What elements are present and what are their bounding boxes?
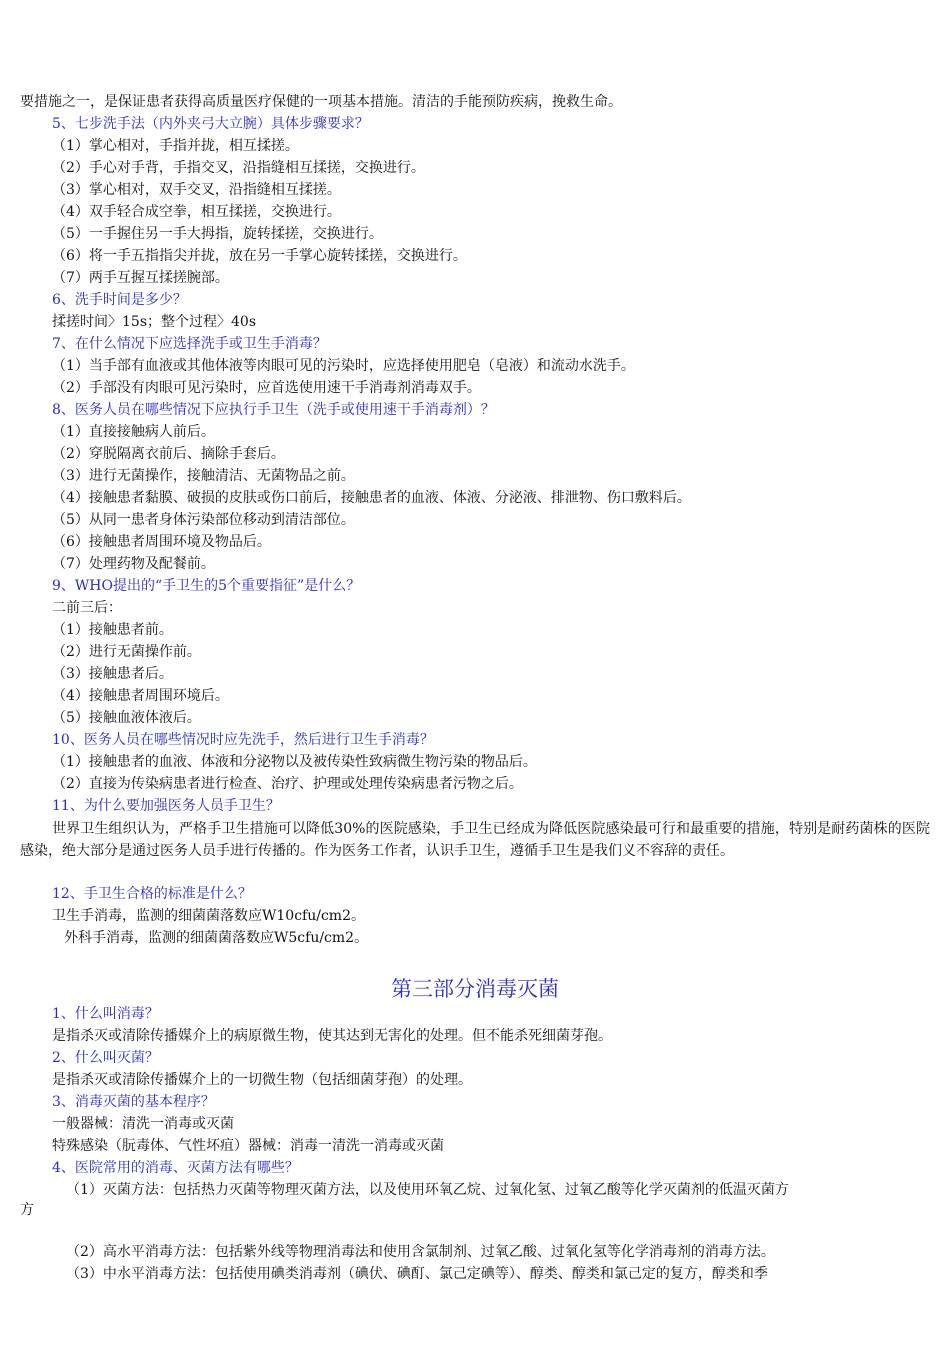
question-7-title: 7、在什么情况下应选择洗手或卫生手消毒？	[52, 336, 327, 352]
q11-paragraph: 世界卫生组织认为，严格手卫生措施可以降低30%的医院感染，手卫生已经成为降低医院感染最可行和最重要的措施，特别是耐药菌株的医院感染，绝大部分是通过医务人员手进行传播的。作为医务工作者，认识手卫生，遵循手卫生是我们义不容辞的责任。	[20, 821, 930, 859]
q9-item-4: （4）接触患者周围环境后。	[52, 688, 229, 704]
part3-q4-item-1: （1）灭菌方法：包括热力灭菌等物理灭菌方法，以及使用环氧乙烷、过氧化氢、过氧乙酸等化学灭菌剂的低温灭菌方	[66, 1182, 789, 1198]
part3-question-2-title: 2、什么叫灭菌？	[52, 1050, 159, 1066]
q5-step-7: （7）两手互握互揉搓腕部。	[52, 270, 229, 286]
q8-item-5: （5）从同一患者身体污染部位移动到清洁部位。	[52, 512, 355, 528]
part3-q2-answer: 是指杀灭或清除传播媒介上的一切微生物（包括细菌芽孢）的处理。	[52, 1072, 472, 1088]
q8-item-7: （7）处理药物及配餐前。	[52, 556, 215, 572]
q5-step-2: （2）手心对手背，手指交叉，沿指缝相互揉搓，交换进行。	[52, 160, 425, 176]
part3-q1-answer: 是指杀灭或清除传播媒介上的病原微生物，使其达到无害化的处理。但不能杀死细菌芽孢。	[52, 1028, 612, 1044]
question-8-title: 8、医务人员在哪些情况下应执行手卫生（洗手或使用速干手消毒剂）？	[52, 402, 495, 418]
q8-item-3: （3）进行无菌操作，接触清洁、无菌物品之前。	[52, 468, 355, 484]
q8-item-2: （2）穿脱隔离衣前后、摘除手套后。	[52, 446, 285, 462]
q9-item-2: （2）进行无菌操作前。	[52, 644, 201, 660]
part3-q4-item-3: （3）中水平消毒方法：包括使用碘类消毒剂（碘伏、碘酊、氯己定碘等）、醇类、醇类和氯己定的复方，醇类和季	[66, 1266, 768, 1282]
part3-q4-item-2: （2）高水平消毒方法：包括紫外线等物理消毒法和使用含氯制剂、过氧乙酸、过氧化氢等化学消毒剂的消毒方法。	[66, 1244, 775, 1260]
q7-item-2: （2）手部没有肉眼可见污染时，应首选使用速干手消毒剂消毒双手。	[52, 380, 481, 396]
q9-item-3: （3）接触患者后。	[52, 666, 173, 682]
q9-item-1: （1）接触患者前。	[52, 622, 173, 638]
question-10-title: 10、医务人员在哪些情况时应先洗手，然后进行卫生手消毒？	[52, 732, 434, 748]
q8-item-6: （6）接触患者周围环境及物品后。	[52, 534, 271, 550]
part3-q3-line-1: 一般器械：清洗一消毒或灭菌	[52, 1116, 234, 1132]
part3-question-1-title: 1、什么叫消毒？	[52, 1006, 159, 1022]
q7-item-1: （1）当手部有血液或其他体液等肉眼可见的污染时，应选择使用肥皂（皂液）和流动水洗手。	[52, 358, 635, 374]
question-5-title: 5、七步洗手法（内外夹弓大立腕）具体步骤要求？	[52, 116, 369, 132]
q12-line-1: 卫生手消毒，监测的细菌菌落数应W10cfu/cm2。	[52, 908, 365, 924]
part3-q3-line-2: 特殊感染（朊毒体、气性坏疽）器械：消毒一清洗一消毒或灭菌	[52, 1138, 444, 1154]
question-11-title: 11、为什么要加强医务人员手卫生？	[52, 798, 280, 814]
q6-answer: 揉搓时间〉15s；整个过程〉40s	[52, 314, 256, 330]
q9-item-5: （5）接触血液体液后。	[52, 710, 201, 726]
q10-item-1: （1）接触患者的血液、体液和分泌物以及被传染性致病微生物污染的物品后。	[52, 754, 537, 770]
part3-q4-item-1-continuation: 方	[20, 1202, 34, 1218]
q12-line-2: 外科手消毒，监测的细菌菌落数应W5cfu/cm2。	[64, 930, 369, 946]
part3-question-4-title: 4、医院常用的消毒、灭菌方法有哪些？	[52, 1160, 299, 1176]
question-12-title: 12、手卫生合格的标准是什么？	[52, 886, 252, 902]
question-9-title: 9、WHO提出的“手卫生的5个重要指征”是什么？	[52, 578, 361, 594]
question-6-title: 6、洗手时间是多少？	[52, 292, 187, 308]
q9-lead: 二前三后：	[52, 600, 122, 616]
q8-item-4: （4）接触患者黏膜、破损的皮肤或伤口前后，接触患者的血液、体液、分泌液、排泄物、伤口敷料后。	[52, 490, 691, 506]
q8-item-1: （1）直接接触病人前后。	[52, 424, 215, 440]
q5-step-3: （3）掌心相对，双手交叉，沿指缝相互揉搓。	[52, 182, 341, 198]
q10-item-2: （2）直接为传染病患者进行检查、治疗、护理或处理传染病患者污物之后。	[52, 776, 523, 792]
q5-step-5: （5）一手握住另一手大拇指，旋转揉搓，交换进行。	[52, 226, 383, 242]
q5-step-1: （1）掌心相对，手指并拢，相互揉搓。	[52, 138, 299, 154]
section-heading: 第三部分消毒灭菌	[391, 977, 559, 1001]
intro-line: 要措施之一，是保证患者获得高质量医疗保健的一项基本措施。清洁的手能预防疾病，挽救生命。	[20, 94, 622, 110]
q5-step-6: （6）将一手五指指尖并拢，放在另一手掌心旋转揉搓，交换进行。	[52, 248, 467, 264]
q5-step-4: （4）双手轻合成空拳，相互揉搓，交换进行。	[52, 204, 341, 220]
part3-question-3-title: 3、消毒灭菌的基本程序？	[52, 1094, 215, 1110]
